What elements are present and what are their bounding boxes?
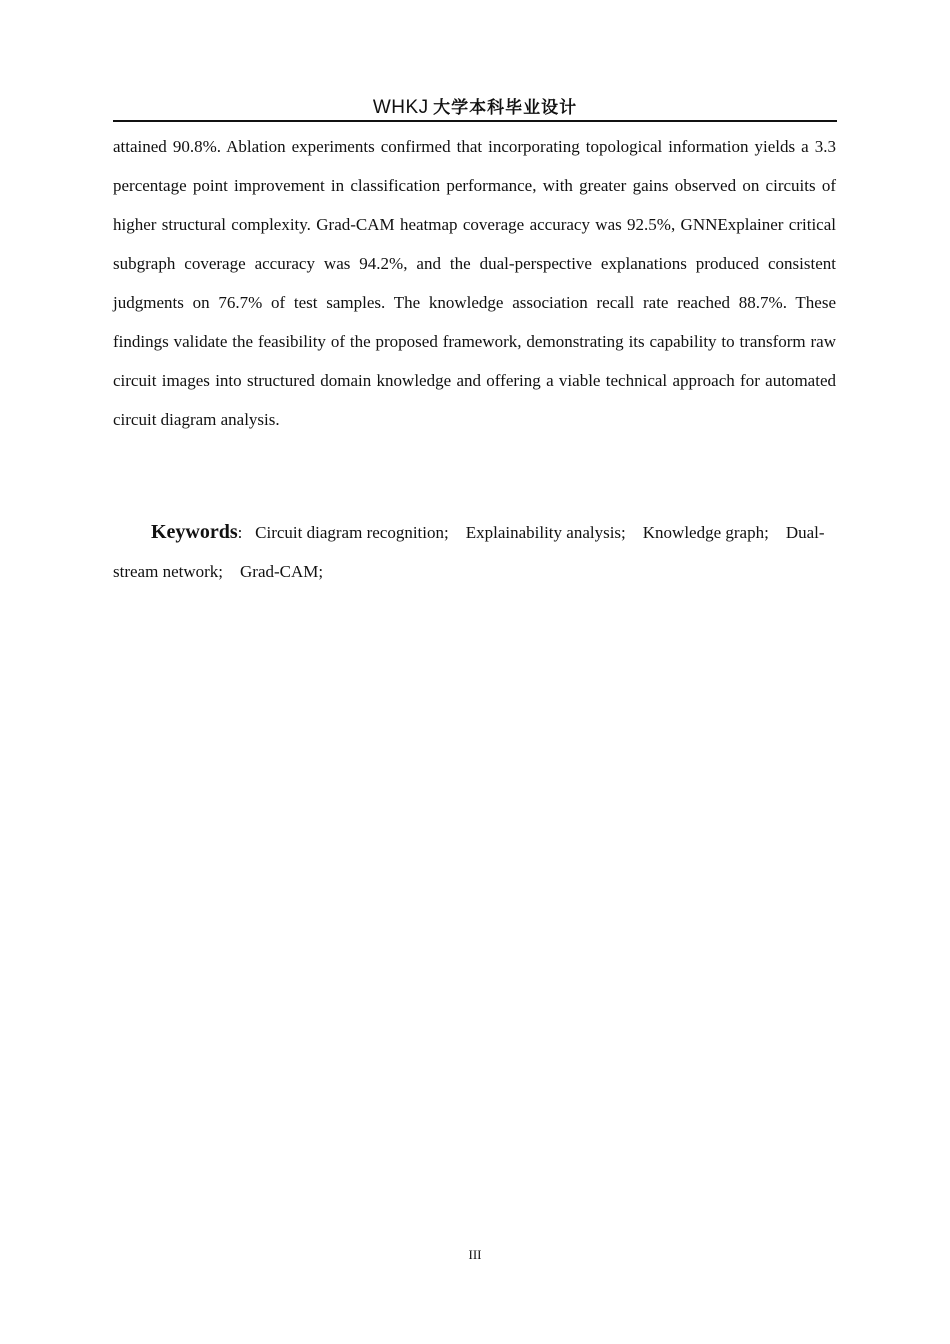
keyword-item: Knowledge graph;: [642, 523, 769, 542]
keywords-colon: :: [237, 523, 243, 542]
keyword-item: Explainability analysis;: [465, 523, 626, 542]
keywords-label: Keywords: [151, 521, 238, 543]
keyword-item: Grad-CAM;: [240, 562, 324, 581]
keywords-line: [113, 513, 836, 591]
keyword-item: Circuit diagram recognition;: [255, 523, 449, 542]
header-university-code: WHKJ: [372, 97, 429, 118]
header-title: 大学本科毕业设计: [433, 98, 578, 118]
abstract-paragraph: attained 90.8%. Ablation experiments confirmed that incorporating topological information yields a 3.3 percentage point improvement in classification performance, with greater gains observed on circuits of higher structural complexity. Grad-CAM heatmap coverage accuracy was 92.5%, GNNExplainer critical subgraph coverage accuracy was 94.2%, and the dual-perspective explanations produced consistent judgments on 76.7% of test samples. The knowledge association recall rate reached 88.7%. These findings validate the feasibility of the proposed framework, demonstrating its capability to transform raw circuit images into structured domain knowledge and offering a viable technical approach for automated circuit diagram analysis.: [113, 137, 836, 429]
page-number: III: [468, 1247, 482, 1262]
keyword-item: Dual-stream network;: [113, 523, 825, 581]
page-header: [113, 92, 837, 122]
